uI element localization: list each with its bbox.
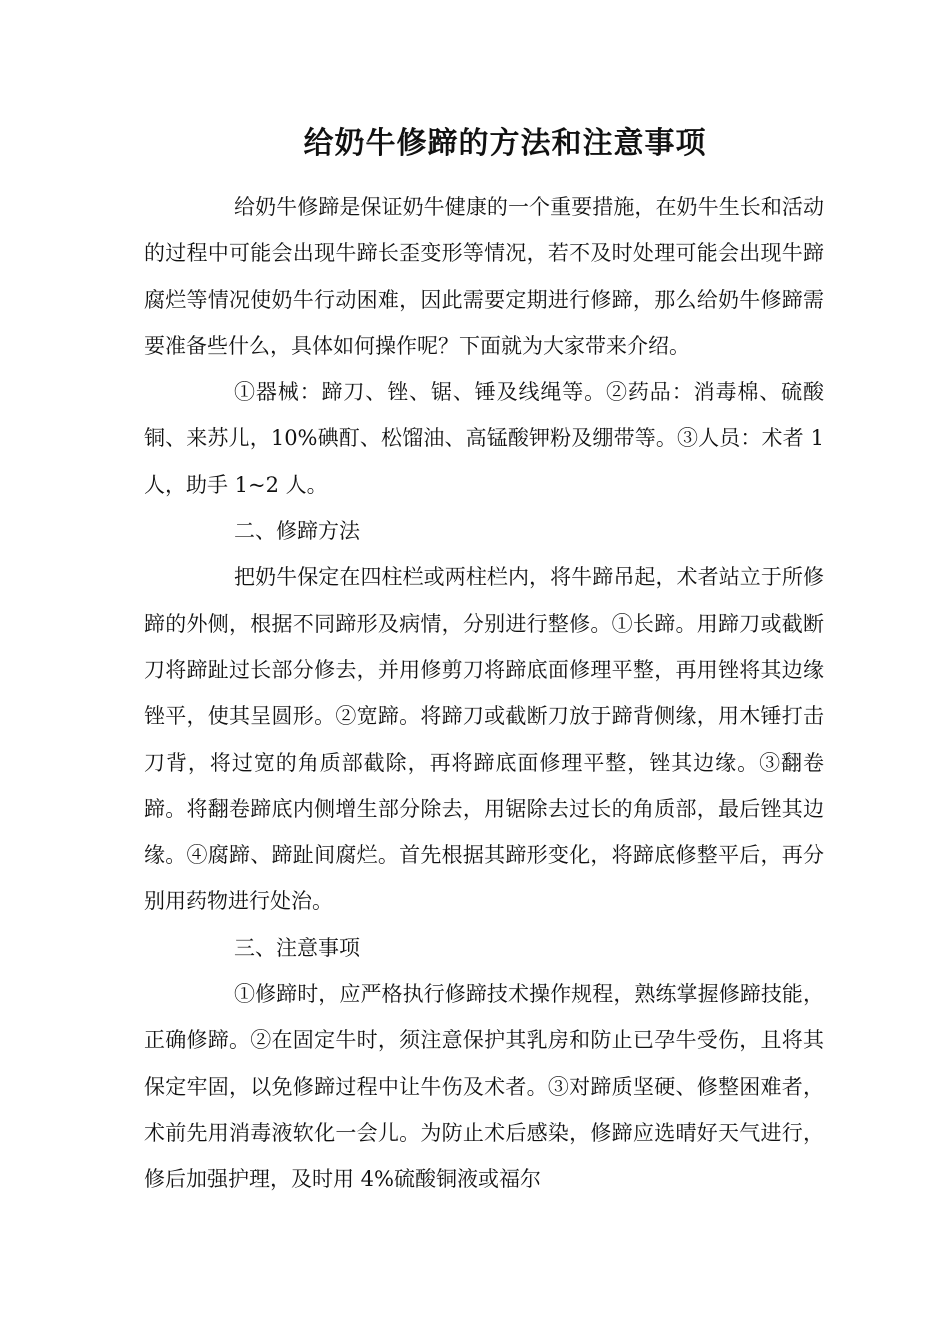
document-title: 给奶牛修蹄的方法和注意事项	[303, 126, 707, 161]
paragraph-method: 把奶牛保定在四柱栏或两柱栏内，将牛蹄吊起，术者站立于所修蹄的外侧，根据不同蹄形及病情，分别进行整修。①长蹄。用蹄刀或截断刀将蹄趾过长部分修去，并用修剪刀将蹄底面修理平整，再用锉将其边缘锉平，使其呈圆形。②宽蹄。将蹄刀或截断刀放于蹄背侧缘，用木锤打击刀背，将过宽的角质部截除，再将蹄底面修理平整，锉其边缘。③翻卷蹄。将翻卷蹄底内侧增生部分除去，用锯除去过长的角质部，最后锉其边缘。④腐蹄、蹄趾间腐烂。首先根据其蹄形变化，将蹄底修整平后，再分别用药物进行处治。	[144, 565, 824, 914]
document-body	[144, 184, 824, 1203]
paragraph-tools: ①器械：蹄刀、锉、锯、锤及线绳等。②药品：消毒棉、硫酸铜、来苏儿，10%碘酊、松馏油、高锰酸钾粉及绷带等。③人员：术者 1 人，助手 1~2 人。	[144, 380, 824, 497]
paragraph-notes: ①修蹄时，应严格执行修蹄技术操作规程，熟练掌握修蹄技能，正确修蹄。②在固定牛时，须注意保护其乳房和防止已孕牛受伤，且将其保定牢固，以免修蹄过程中让牛伤及术者。③对蹄质坚硬、修整困难者，术前先用消毒液软化一会儿。为防止术后感染，修蹄应选晴好天气进行，修后加强护理，及时用 4%硫酸铜液或福尔	[144, 982, 824, 1192]
section-heading-method: 二、修蹄方法	[234, 519, 360, 544]
paragraph-intro: 给奶牛修蹄是保证奶牛健康的一个重要措施，在奶牛生长和活动的过程中可能会出现牛蹄长歪变形等情况，若不及时处理可能会出现牛蹄腐烂等情况使奶牛行动困难，因此需要定期进行修蹄，那么给奶牛修蹄需要准备些什么，具体如何操作呢？下面就为大家带来介绍。	[144, 195, 824, 358]
section-heading-notes: 三、注意事项	[234, 935, 360, 960]
